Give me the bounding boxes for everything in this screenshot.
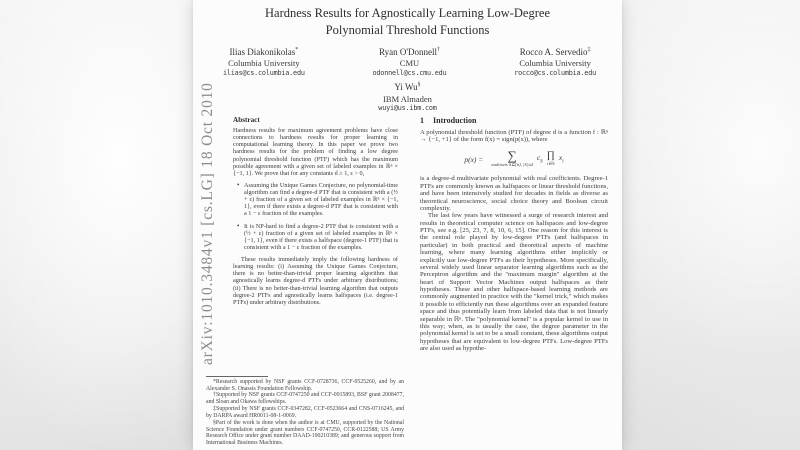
- abstract-bullet-list: [237, 182, 398, 251]
- abstract-section: [233, 116, 398, 306]
- intro-paragraph-3: The last few years have witnessed a surge of research interest and results in theoretical computer science on halfspaces and low-degree PTFs, see e.g. [25, 23, 7, 8, 10, 6, 15]. One reason for this interest is the central role played by low-degree PTFs (and halfspaces in particular) in both practical and theoretical aspects of machine learning, where many learning algorithms either implicitly or explicitly use low-degree PTFs as their hypotheses. More specifically, several widely used linear separator learning algorithms such as the Perceptron algorithm and the "maximum margin" algorithm at the heart of Support Vector Machines output halfspaces as their hypotheses. These and other halfspace-based learning methods are commonly augmented in practice with the "kernel trick," which makes it possible to efficiently run these algorithms over an expanded feature space and thus potentially learn from labeled data that is not linearly separable in ℝⁿ. The "polynomial kernel" is a popular kernel to use in this way; when, as is usually the case, the degree parameter in the polynomial kernel is set to be a small constant, these algorithms output hypotheses that are equivalent to low-degree PTFs. Low-degree PTFs are also used as hypothe-: [420, 212, 608, 353]
- author-email: rocco@cs.columbia.edu: [514, 68, 596, 77]
- author-email: ilias@cs.columbia.edu: [223, 68, 305, 77]
- ptf-definition-formula: [420, 147, 608, 169]
- footnote-2: †Supported by NSF grants CCF-0747250 and CCF-0915893, BSF grant 2008477, and Sloan and Okawa fellowships.: [206, 392, 404, 406]
- variable-term: $x_i$: [558, 153, 564, 165]
- author-affiliation: Columbia University: [519, 58, 591, 69]
- intro-paragraph-2: is a degree-d multivariate polynomial with real coefficients. Degree-1 PTFs are commonly known as halfspaces or linear threshold functions, and have been intensively studied for decades in fields as diverse as theoretical neuroscience, social choice theory and Boolean circuit complexity.: [420, 175, 608, 212]
- footnote-mark: †: [437, 47, 440, 53]
- formula-lhs: p(x) =: [464, 154, 484, 164]
- arxiv-sidebar-stamp: arXiv:1010.3484v1 [cs.LG] 18 Oct 2010: [199, 82, 216, 366]
- author-affiliation: IBM Almaden: [383, 93, 432, 104]
- summation-operator: [491, 147, 533, 169]
- coefficient-term: $c_S$: [536, 153, 543, 165]
- abstract-heading: Abstract: [233, 116, 260, 124]
- intro-paragraph-1: A polynomial threshold function (PTF) of degree d is a function f : ℝⁿ → {−1, +1} of the form f(x) = sign(p(x)), where: [420, 129, 608, 144]
- footnote-1: *Research supported by NSF grants CCF-0728736, CCF-0525260, and by an Alexander S. Onassis Foundation Fellowship.: [206, 378, 404, 392]
- abstract-paragraph-2: These results immediately imply the following hardness of learning results: (i) Assuming the Unique Games Conjecture, there is no better-than-trivial proper learning algorithm that agnostically learns degree-d PTFs under arbitrary distributions; (ii) There is no better-than-trivial learning algorithm that outputs degree-2 PTFs and agnostically learns halfspaces (i.e. degree-1 PTFs) under arbitrary distributions.: [233, 256, 398, 306]
- author-name: Yi Wu§: [394, 82, 421, 93]
- left-column: [206, 116, 407, 450]
- author-name: Ryan O'Donnell†: [378, 47, 440, 57]
- footnote-mark: §: [417, 82, 421, 89]
- paper-title: Hardness Results for Agnostically Learning Low-Degree Polynomial Threshold Functions: [265, 6, 550, 37]
- pi-symbol: ∏: [546, 150, 555, 162]
- author-name: Rocco A. Servedio‡: [519, 47, 591, 57]
- author-email: odonnell@cs.cmu.edu: [372, 68, 447, 77]
- footnote-rule: [206, 376, 268, 377]
- author-email: wuyi@us.ibm.com: [378, 104, 437, 113]
- author-block-1: [223, 47, 305, 77]
- footnotes-section: [206, 376, 404, 447]
- paper-page: [193, 0, 622, 450]
- footnote-3: ‡Supported by NSF grants CCF-0347282, CCF-0523664 and CNS-0716245, and by DARPA award HR0011-08-1-0069.: [206, 406, 404, 419]
- right-column: [420, 116, 608, 450]
- section-number: 1: [420, 116, 424, 125]
- author-block-3: [514, 47, 596, 77]
- sigma-symbol: ∑: [507, 147, 517, 163]
- section-heading-introduction: [420, 116, 608, 125]
- authors-row: [193, 38, 622, 77]
- author-block-4: [193, 82, 622, 112]
- footnote-mark: ‡: [587, 47, 591, 53]
- section-title: Introduction: [433, 116, 477, 125]
- footnote-4: §Part of the work is done when the author is at CMU, supported by the National Science Foundation under grant numbers CCF-0747250, CCR-0122588; US Army Research Office under grant number DAAD-190210389; and generous support from International Business Machines.: [206, 419, 404, 447]
- author-affiliation: CMU: [399, 58, 420, 69]
- abstract-paragraph-1: Hardness results for maximum agreement problems have close connections to hardness results for proper learning in computational learning theory. In this paper we prove two hardness results for the problem of finding a low degree polynomial threshold function (PTF) which has the maximum possible agreement with a given set of labeled examples in ℝⁿ × {−1, 1}. We prove that for any constants d ≥ 1, ε > 0,: [233, 127, 398, 177]
- author-name: Ilias Diakonikolas*: [229, 47, 299, 57]
- two-column-body: [206, 116, 608, 450]
- author-row-center: [193, 82, 622, 112]
- product-operator: [547, 151, 555, 167]
- author-block-2: [373, 47, 447, 77]
- abstract-bullet-2: • It is NP-hard to find a degree-2 PTF that is consistent with a (½ + ε) fraction of a given set of labeled examples in ℝⁿ × {−1, 1}, even if there exists a halfspace (degree-1 PTF) that is consistent with a 1 − ε fraction of the examples.: [237, 223, 398, 252]
- abstract-bullet-1: • Assuming the Unique Games Conjecture, no polynomial-time algorithm can find a degree-d PTF that is consistent with a (½ + ε) fraction of a given set of labeled examples in ℝⁿ × {−1, 1}, even if there exists a degree-d PTF that is consistent with a 1 − ε fraction of the examples.: [237, 182, 398, 218]
- author-affiliation: Columbia University: [228, 58, 300, 69]
- summation-subscript: multisets S⊆[n], |S|≤d: [491, 162, 533, 168]
- footnote-mark: *: [295, 47, 299, 53]
- product-subscript: i∈S: [547, 161, 555, 167]
